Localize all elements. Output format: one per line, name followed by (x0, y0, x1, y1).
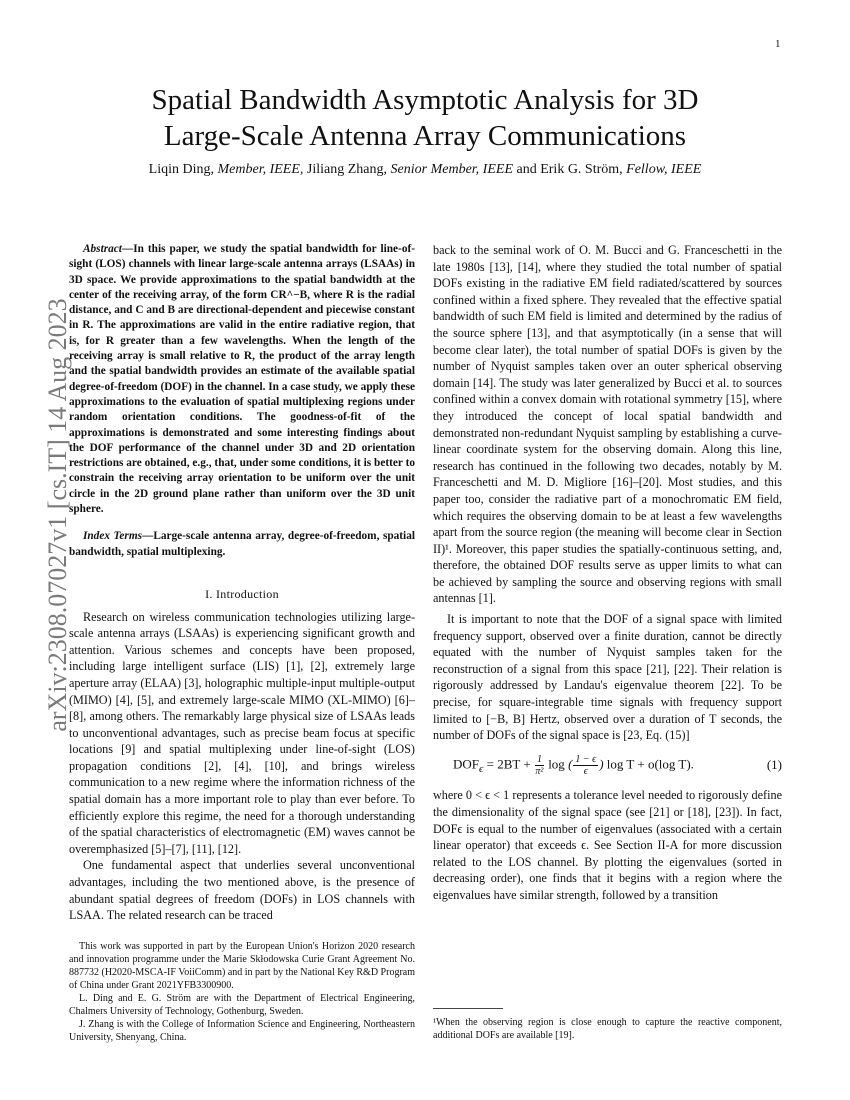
right-paragraph-2: It is important to note that the DOF of a signal space with limited frequency support, observed over a finite duration, cannot be directly equated with the number of Nyquist samples taken for the reconstruction of a signal from this space [21], [22]. Their relation is rigorously addressed by Landau's eigenvalue theorem [22]. To be precise, for square-integrable time signals with frequency support limited to [−B, B] Hertz, observed over a duration of T seconds, the number of DOFs of the signal space is [23, Eq. (15)] (433, 612, 782, 743)
right-paragraph-1: back to the seminal work of O. M. Bucci and G. Franceschetti in the late 1980s [13], [14], where they studied the total number of spatial DOFs existing in the radiative EM field radiated/scattered by sources confined within a fixed sphere. They revealed that the effective spatial bandwidth of such EM field is limited and determined by the radius of the source sphere [13], and that asymptotically (in a sense that will become clear later), the total number of spatial DOFs is given by the number of Nyquist samples taken over an outer spherical observing domain [14]. The study was later generalized by Bucci et al. to sources confined within a convex domain with rotational symmetry [15], where they introduced the concept of local spatial bandwidth and demonstrated non-redundant Nyquist sampling by establishing a curve-linear coordinate system for the observing domain. Along this line, research has continued in the following two decades, notably by M. Franceschetti and M. D. Migliore [16]–[20]. Most studies, and this paper too, consider the radiative part of a monochromatic EM field, which requires the observing domain to be at least a few wavelengths apart from the source region (the meaning will become clear in Section II)¹. Moreover, this paper studies the spatially-continuous setting, and, therefore, the obtained DOF results serve as upper limits to what can be achieved by sampling the source and observing regions with small antennas [1]. (433, 243, 782, 606)
page-number: 1 (775, 38, 781, 50)
right-footnote: ¹When the observing region is close enough to capture the reactive component, additional DOFs are available [19]. (433, 1017, 782, 1041)
author-1: Liqin Ding, (148, 162, 214, 177)
eq-sub: ϵ (479, 762, 484, 775)
right-paragraph-3: where 0 < ϵ < 1 represents a tolerance level needed to rigorously define the dimensionality of the signal space (see [21] or [18], [23]). In fact, DOFϵ is equal to the number of eigenvalues (associated with a certain linear operator) that exceeds ϵ. See Section II-A for more discussion related to the LOS channel. By plotting the eigenvalues (sorted in decreasing order), one finds that it begins with a region where the eigenvalues have similar strength, followed by a transition (433, 788, 782, 903)
left-footnotes (69, 940, 415, 1044)
author-2: Jiliang Zhang, (306, 162, 388, 177)
author-3-role: Fellow, IEEE (626, 162, 702, 177)
eq-log: log (544, 756, 569, 772)
abstract (69, 242, 415, 517)
intro-paragraph-1: Research on wireless communication technologies utilizing large-scale antenna arrays (LSAAs) is experiencing significant growth and attention. Various schemes and concepts have been proposed, including large intelligent surface (LIS) [1], [2], extremely large aperture array (ELAA) [3], holographic multiple-input multiple-output (MIMO) [4], [5], and extremely large-scale MIMO (XL-MIMO) [6]–[8], among others. The remarkably large physical size of LSAAs leads to unconventional advantages, such as precise beam focus at specific locations [9] and spatial multiplexing under line-of-sight (LOS) propagation conditions [2], [4], [10], and brings wireless communication to a new regime where the information richness of the spatial domain has a more important role to play than ever before. To efficiently explore this regime, the need for a thorough understanding of the spatial characteristics of electromagnetic (EM) waves cannot be overemphasized [5]–[7], [11], [12]. (69, 609, 415, 856)
title-line-2: Large-Scale Antenna Array Communications (163, 120, 687, 152)
eq-fraction-2 (573, 754, 598, 777)
equation-1 (433, 754, 782, 778)
eq-fraction-1 (535, 754, 544, 777)
eq-frac1-num: 1 (536, 753, 542, 765)
index-terms (69, 529, 415, 560)
paper-title (70, 82, 780, 154)
author-3: and Erik G. Ström, (516, 162, 623, 177)
eq-frac1-den: π² (535, 765, 544, 777)
footnote-rule (433, 1008, 503, 1009)
eq-frac2-num: 1 − ϵ (575, 753, 597, 765)
abstract-label: Abstract (83, 243, 122, 255)
author-1-role: Member, IEEE, (217, 162, 304, 177)
footnote-affiliation-1: L. Ding and E. G. Ström are with the Department of Electrical Engineering, Chalmers University of Technology, Gothenburg, Sweden. (69, 993, 415, 1017)
eq-rhs: log T + o(log T). (603, 756, 694, 772)
author-line (70, 162, 780, 178)
index-terms-label: Index Terms (83, 530, 143, 543)
left-column (69, 242, 415, 924)
eq-mid: = 2BT + (483, 756, 534, 772)
section-heading-introduction: I. Introduction (205, 586, 279, 601)
index-terms-text: —Large-scale antenna array, degree-of-freedom, spatial bandwidth, spatial multiplexing. (69, 530, 415, 558)
equation-number: (1) (766, 757, 782, 773)
equation-expression: $DOF_\epsilon = 2BT$ + $\frac{1}{\text{π²}}$ log ( $\frac{1 - \epsilon}{\epsilon}$ ) log T + o(log T). (453, 753, 694, 777)
abstract-text: —In this paper, we study the spatial bandwidth for line-of-sight (LOS) channels with linear large-scale antenna arrays (LSAAs) in 3D space. We provide approximations to the spatial bandwidth at the center of the receiving array, of the form CR^−B, where R is the radial distance, and C and B are directional-dependent and piecewise constant in R. The approximations are valid in the entire radiative region, that is, for R greater than a few wavelengths. When the length of the receiving array is small relative to R, the product of the array length and the spatial bandwidth provides an estimate of the available spatial degree-of-freedom (DOF) in the channel. In a case study, we apply these approximations to the evaluation of spatial multiplexing regions under random orientation conditions. The goodness-of-fit of the approximations is demonstrated and some interesting findings about the DOF performance of the channel under 3D and 2D orientation restrictions are obtained, e.g., that, under some conditions, it is better to constrain the receiving array orientation to be uniform over the unit circle in the 2D ground plane rather than uniform over the 3D unit sphere. (69, 243, 415, 516)
footnote-affiliation-2: J. Zhang is with the College of Information Science and Engineering, Northeastern University, Shenyang, China. (69, 1019, 415, 1043)
arxiv-stamp-text: arXiv:2308.07027v1 [cs.IT] 14 Aug 2023 (43, 298, 72, 732)
footnote-funding: This work was supported in part by the European Union's Horizon 2020 research and innovation programme under the Marie Skłodowska Curie Grant Agreement No. 887732 (H2020-MSCA-IF VoiiComm) and in part by the National Key R&D Program of China under Grant 2021YFB3300900. (69, 941, 415, 991)
eq-frac2-den: ϵ (583, 765, 588, 777)
intro-paragraph-2: One fundamental aspect that underlies several unconventional advantages, including the two mentioned above, is the presence of abundant spatial degrees of freedom (DOFs) in LOS channels with LSAA. The related research can be traced (69, 858, 415, 923)
eq-dof: DOF (453, 756, 480, 772)
right-column (433, 242, 782, 904)
title-line-1: Spatial Bandwidth Asymptotic Analysis for 3D (151, 84, 699, 116)
author-2-role: Senior Member, IEEE (390, 162, 513, 177)
